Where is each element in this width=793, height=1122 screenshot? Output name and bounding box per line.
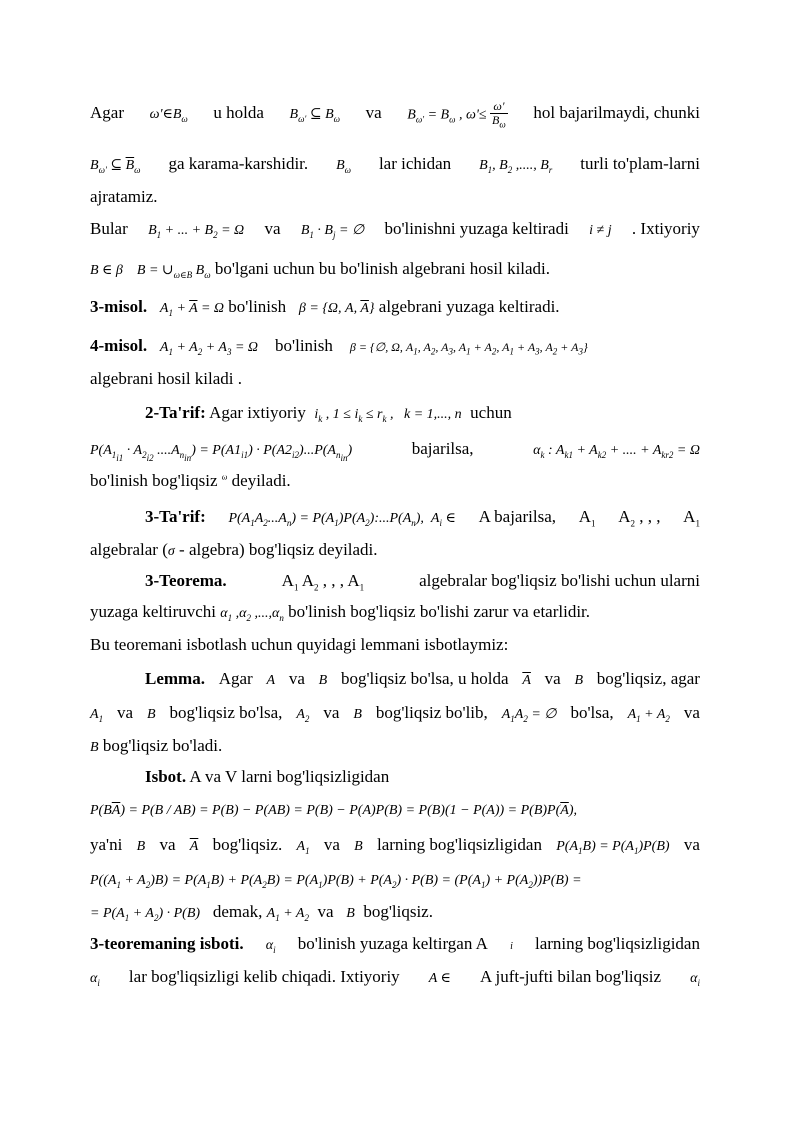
- text: va: [683, 835, 700, 854]
- text: bog'liqsiz bo'ladi.: [102, 736, 223, 755]
- text: A juft-jufti bilan bog'liqsiz: [479, 967, 662, 986]
- text: lar ichidan: [378, 154, 452, 173]
- formula: $i_k$ , $1 \le i_k \le r_k$ , k = 1,..., n: [314, 407, 462, 424]
- text: ga karama-karshidir.: [168, 154, 309, 173]
- formula: $A_1 + A_2$: [266, 906, 309, 923]
- text-line-22: [90, 836, 700, 856]
- formula: B: [574, 673, 584, 688]
- text-line-17: [145, 670, 700, 688]
- text-line-10: [90, 440, 700, 463]
- text: va: [117, 703, 134, 722]
- text-line-11: [90, 472, 700, 489]
- text: va: [365, 103, 382, 123]
- text: larning bog'liqsizligidan: [534, 934, 700, 953]
- formula: $\alpha_i$: [265, 938, 276, 955]
- text: bo'linishni yuzaga keltiradi: [384, 219, 569, 238]
- text: va: [323, 703, 340, 722]
- text: bo'linish bog'liqsiz: [90, 471, 218, 490]
- text-line-2: [90, 155, 700, 175]
- heading: 3-Ta'rif:: [145, 507, 206, 526]
- text-line-13: [90, 541, 700, 559]
- text: bog'liqsiz, agar: [596, 669, 700, 688]
- text-line-3: [90, 188, 700, 205]
- text: va: [288, 669, 305, 688]
- text: bog'liqsiz bo'lsa,: [169, 703, 283, 722]
- formula: i ≠ j: [589, 223, 612, 238]
- text-line-7: [90, 337, 700, 357]
- formula: $A_1A_2$ = ∅: [501, 707, 557, 724]
- text: A: [618, 507, 631, 526]
- formula: $A_1 + A_2 + A_3 = \Omega$: [159, 340, 259, 357]
- formula: $P((A_1 + A_2)B) = P(A_1B) + P(A_2B) = P(A_1)P(B) + P(A_2) \cdot P(B) = (P(A_1) + P(A_2))P(B)$ =: [90, 873, 582, 890]
- text: lar bog'liqsizligi kelib chiqadi. Ixtiyoriy: [128, 967, 400, 986]
- formula: β = {∅, Ω, $A_1$, $A_2$, $A_3$, $A_1 + A_2$, $A_1 + A_3$, $A_2 + A_3$}: [349, 340, 588, 357]
- formula: B: [147, 707, 156, 722]
- formula: $B_1$ + ... + $B_2 = \Omega$: [148, 223, 245, 240]
- text-line-8: [90, 370, 700, 387]
- heading: Lemma.: [145, 669, 205, 688]
- formula: $\overline{A}$: [189, 839, 199, 854]
- text: . Ixtiyoriy: [631, 219, 700, 238]
- text: algebralar bog'liqsiz bo'lishi uchun ularni: [419, 571, 700, 590]
- heading: 3-teoremaning isboti.: [90, 934, 244, 953]
- text-line-20: [145, 768, 700, 785]
- text: bo'lsa,: [570, 703, 614, 722]
- formula: B: [346, 906, 355, 921]
- text: - algebra) bog'liqsiz deyiladi.: [179, 540, 378, 559]
- text: yuzaga keltiruvchi: [90, 602, 217, 621]
- formula: ω: [221, 472, 228, 482]
- formula-line-21: [90, 800, 700, 818]
- formula: B: [90, 740, 99, 755]
- formula: $A_1$ $A_2$ , , , $A_1$: [281, 571, 365, 593]
- formula: σ: [167, 544, 175, 559]
- formula-line-23: [90, 870, 700, 890]
- text: larning bog'liqsizligidan: [376, 835, 542, 854]
- formula: $\alpha_1$ $,\alpha_2$ $,...,\alpha_n$: [220, 606, 284, 623]
- text: Bular: [90, 219, 128, 238]
- formula: B: [318, 673, 328, 688]
- text: Bu teoremani isbotlash uchun quyidagi lemmani isbotlaymiz:: [90, 635, 509, 654]
- formula: $A_1$: [296, 839, 310, 856]
- heading: 4-misol.: [90, 336, 148, 355]
- text: A bajarilsa,: [478, 507, 556, 526]
- formula: B: [136, 839, 146, 854]
- formula: $A_2$: [296, 707, 310, 724]
- formula: A: [266, 673, 276, 688]
- text: A va V larni bog'liqsizligidan: [189, 767, 390, 786]
- formula: $P(A_{1_{i1}} \cdot A_{2_{i2}}$ $....A_{n_{in}}) = P(A1_{i1}) \cdot P(A2_{i2})...P(A_{n_{in}})$: [90, 443, 353, 463]
- text: va: [317, 902, 334, 921]
- text: bog'liqsiz bo'lib,: [375, 703, 488, 722]
- text-line-9: [145, 404, 700, 424]
- formula: $B_1$, $B_2$ ,...., $B_r$: [479, 158, 553, 175]
- text: va: [159, 835, 176, 854]
- heading: 3-Teorema.: [145, 571, 227, 590]
- text: Agar ixtiyoriy: [209, 403, 306, 422]
- text: A: [578, 507, 591, 526]
- formula: $B_1 \cdot B_j$ = ∅: [300, 223, 365, 240]
- text-line-24: [90, 903, 700, 923]
- formula: B: [354, 839, 363, 854]
- formula: β = {Ω, A, $\overline{A}$}: [298, 301, 375, 316]
- formula: $\alpha_i$: [690, 971, 700, 988]
- formula: $P(A_1B) = P(A_1)P(B)$: [556, 839, 670, 856]
- text: va: [323, 835, 340, 854]
- text-line-16: [90, 636, 700, 653]
- formula: = $P(A_1 + A_2) \cdot P(B)$: [90, 906, 201, 923]
- text-line-26: [90, 968, 700, 988]
- heading: Isbot.: [145, 767, 187, 786]
- formula: $A_1$: [578, 507, 596, 529]
- formula: $B_\omega$: [336, 158, 352, 175]
- formula: $P(A_1A_2...A_n)$ = $P(A_1)P(A_2):...P(A_n)$, $A_i$ ∈: [228, 511, 456, 528]
- formula: $A_1$: [90, 707, 104, 724]
- heading: 3-misol.: [90, 297, 148, 316]
- text: bo'linish: [275, 336, 333, 355]
- formula: $B_{\omega'} = B_\omega$ , ω'≤ $\frac{\omega'}{B_\omega}$: [407, 99, 506, 130]
- formula: i: [510, 941, 513, 952]
- text: u holda: [213, 103, 264, 123]
- text: algebrani yuzaga keltiradi.: [378, 297, 560, 316]
- text: Agar: [218, 669, 253, 688]
- text-line-6: [90, 298, 700, 318]
- text: A: [683, 507, 696, 526]
- text: va: [683, 703, 700, 722]
- text: bo'lgani uchun bu bo'linish algebrani hosil kiladi.: [214, 259, 551, 278]
- text: bo'linish yuzaga keltirgan A: [297, 934, 488, 953]
- formula: $\omega'\in B_\omega$: [149, 107, 188, 125]
- text-line-15: [90, 603, 700, 623]
- text: deyiladi.: [231, 471, 291, 490]
- text-line-18: [90, 704, 700, 724]
- text-line-5: [90, 260, 700, 280]
- text: algebrani hosil kiladi .: [90, 369, 243, 388]
- text: Agar: [90, 103, 124, 123]
- formula: $A_1 + A_2$: [627, 707, 670, 724]
- text-line-14: [145, 572, 700, 592]
- text: bajarilsa,: [411, 439, 474, 458]
- text: bog'liqsiz.: [363, 902, 433, 921]
- formula: B ∈ β $B = \cup_{\omega\in B}$ $B_\omega$: [90, 263, 211, 280]
- text: va: [264, 219, 281, 238]
- formula: $\alpha_i$: [90, 971, 100, 988]
- text: bog'liqsiz bo'lsa, u holda: [340, 669, 509, 688]
- formula: $B_{\omega'}$ ⊆ $B_\omega$: [289, 107, 340, 125]
- formula: $P(B\overline{A}) = P(B / AB) = P(B) - P(AB) = P(B) - P(A)P(B) = P(B)(1 - P(A)) = P(B)P(\overline{A})$,: [90, 803, 577, 818]
- text: bo'linish bog'liqsiz bo'lishi zarur va etarlidir.: [288, 602, 591, 621]
- formula: $A_1 + \overline{A} = \Omega$: [159, 301, 225, 318]
- formula: $A_1$: [683, 507, 700, 529]
- text-line-19: [90, 737, 700, 755]
- text: va: [544, 669, 561, 688]
- text: hol bajarilmaydi, chunki: [533, 103, 700, 123]
- heading: 2-Ta'rif:: [145, 403, 206, 422]
- formula: B: [353, 707, 362, 722]
- formula: $B_{\omega'}$ ⊆ $\overline{B}_\omega$: [90, 158, 141, 175]
- text-line-25: [90, 935, 700, 955]
- text: bog'liqsiz.: [212, 835, 283, 854]
- text: algebralar (: [90, 540, 168, 559]
- text-line-4: [90, 220, 700, 240]
- text: demak,: [212, 902, 263, 921]
- text: ya'ni: [90, 835, 123, 854]
- text: bo'linish: [228, 297, 287, 316]
- text: ajratamiz.: [90, 187, 158, 206]
- formula: $A_2$ , , ,: [618, 507, 661, 529]
- formula: $\overline{A}$: [522, 673, 531, 688]
- formula: $\alpha_k$ : $A_{k1} + A_{k2}$ + .... + $A_{kr2} = \Omega$: [533, 443, 700, 460]
- text: turli to'plam-larni: [580, 154, 700, 173]
- text: uchun: [470, 403, 512, 422]
- text-line-12: [145, 508, 700, 528]
- formula: A ∈: [428, 971, 451, 986]
- text-line-1: [90, 100, 700, 130]
